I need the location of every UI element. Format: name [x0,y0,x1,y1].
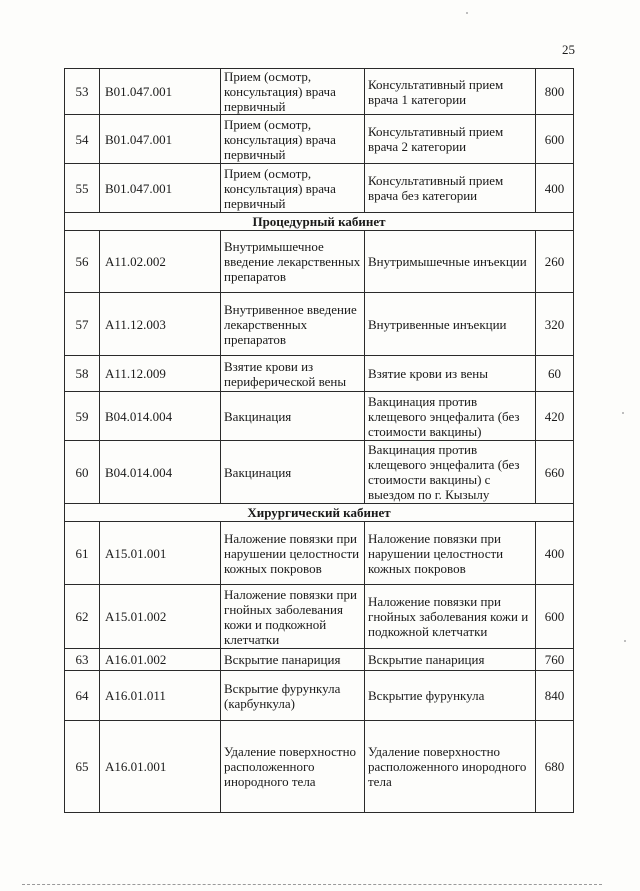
service-name: Наложение повязки при гнойных заболевания кожи и подкожной клетчатки [221,585,365,649]
service-price: 800 [536,69,574,115]
service-description: Вскрытие панариция [365,649,536,671]
section-header-row [65,213,574,231]
service-name: Прием (осмотр, консультация) врача первичный [221,115,365,164]
table-row [65,522,574,585]
service-name: Внутримышечное введение лекарственных препаратов [221,231,365,293]
service-description: Вскрытие фурункула [365,671,536,721]
service-name: Прием (осмотр, консультация) врача первичный [221,69,365,115]
service-name: Внутривенное введение лекарственных препаратов [221,293,365,356]
service-price: 420 [536,392,574,441]
service-description: Консультативный прием врача 1 категории [365,69,536,115]
table-row [65,164,574,213]
service-price: 400 [536,522,574,585]
row-number: 58 [65,356,100,392]
row-number: 64 [65,671,100,721]
scan-speck [622,412,624,414]
row-number: 61 [65,522,100,585]
service-description: Консультативный прием врача 2 категории [365,115,536,164]
service-code: B01.047.001 [100,164,221,213]
service-price: 260 [536,231,574,293]
service-name: Взятие крови из периферической вены [221,356,365,392]
table-row [65,671,574,721]
service-description: Вакцинация против клещевого энцефалита (без стоимости вакцины) с выездом по г. Кызылу [365,441,536,504]
scan-speck [466,12,468,14]
row-number: 57 [65,293,100,356]
service-price: 400 [536,164,574,213]
service-name: Вакцинация [221,392,365,441]
service-description: Внутримышечные инъекции [365,231,536,293]
section-title: Процедурный кабинет [65,213,574,231]
service-code: A11.12.003 [100,293,221,356]
service-code: A16.01.011 [100,671,221,721]
table-row [65,649,574,671]
service-code: B04.014.004 [100,441,221,504]
service-code: B04.014.004 [100,392,221,441]
service-name: Прием (осмотр, консультация) врача первичный [221,164,365,213]
service-name: Наложение повязки при нарушении целостности кожных покровов [221,522,365,585]
row-number: 63 [65,649,100,671]
scan-speck [624,640,626,642]
page-number: 25 [562,42,575,57]
row-number: 62 [65,585,100,649]
row-number: 54 [65,115,100,164]
service-price: 660 [536,441,574,504]
table-row [65,115,574,164]
row-number: 60 [65,441,100,504]
table-row [65,231,574,293]
service-name: Вскрытие фурункула (карбункула) [221,671,365,721]
service-description: Внутривенные инъекции [365,293,536,356]
service-code: A15.01.001 [100,522,221,585]
table-row [65,293,574,356]
section-title: Хирургический кабинет [65,504,574,522]
service-price: 680 [536,721,574,813]
row-number: 53 [65,69,100,115]
table-row [65,441,574,504]
row-number: 59 [65,392,100,441]
service-name: Вакцинация [221,441,365,504]
service-code: B01.047.001 [100,69,221,115]
service-code: A16.01.002 [100,649,221,671]
page-bottom-edge [22,884,602,886]
service-description: Наложение повязки при гнойных заболевания кожи и подкожной клетчатки [365,585,536,649]
service-name: Вскрытие панариция [221,649,365,671]
service-price: 840 [536,671,574,721]
price-table [64,68,574,813]
row-number: 56 [65,231,100,293]
table-row [65,69,574,115]
service-price: 600 [536,585,574,649]
section-header-row [65,504,574,522]
service-description: Вакцинация против клещевого энцефалита (без стоимости вакцины) [365,392,536,441]
service-code: B01.047.001 [100,115,221,164]
service-code: A15.01.002 [100,585,221,649]
service-description: Консультативный прием врача без категории [365,164,536,213]
service-code: A16.01.001 [100,721,221,813]
service-description: Взятие крови из вены [365,356,536,392]
service-name: Удаление поверхностно расположенного инородного тела [221,721,365,813]
table-row [65,585,574,649]
row-number: 55 [65,164,100,213]
table-row [65,356,574,392]
row-number: 65 [65,721,100,813]
service-price: 320 [536,293,574,356]
service-price: 60 [536,356,574,392]
service-code: A11.12.009 [100,356,221,392]
service-code: A11.02.002 [100,231,221,293]
table-row [65,721,574,813]
service-description: Наложение повязки при нарушении целостности кожных покровов [365,522,536,585]
service-description: Удаление поверхностно расположенного инородного тела [365,721,536,813]
service-price: 760 [536,649,574,671]
service-price: 600 [536,115,574,164]
table-row [65,392,574,441]
